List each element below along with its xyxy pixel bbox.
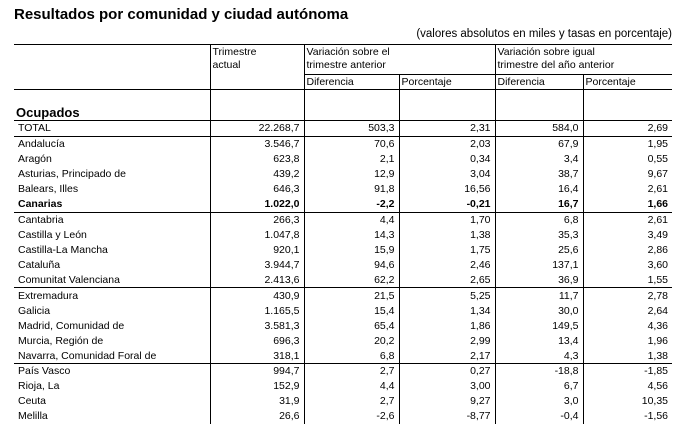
region-name: Extremadura bbox=[14, 288, 210, 303]
year-pct: 2,61 bbox=[583, 182, 672, 197]
current-value: 1.022,0 bbox=[210, 197, 304, 212]
current-value: 152,9 bbox=[210, 379, 304, 394]
results-table bbox=[14, 44, 672, 424]
table-row bbox=[14, 394, 672, 409]
total-row bbox=[14, 121, 672, 137]
year-diff: 30,0 bbox=[495, 303, 583, 318]
year-pct: 1,96 bbox=[583, 333, 672, 348]
year-pct: 2,61 bbox=[583, 212, 672, 227]
quarter-diff: 94,6 bbox=[304, 257, 399, 272]
quarter-pct: 2,31 bbox=[399, 121, 495, 137]
quarter-diff: 2,7 bbox=[304, 364, 399, 379]
table-row bbox=[14, 272, 672, 287]
table-row bbox=[14, 197, 672, 212]
region-name: Rioja, La bbox=[18, 380, 60, 393]
region-name: País Vasco bbox=[14, 364, 210, 379]
year-pct: -1,56 bbox=[583, 409, 672, 424]
region-name: Balears, Illes bbox=[18, 183, 79, 196]
table-row bbox=[14, 136, 672, 151]
region-name: Aragón bbox=[18, 153, 52, 166]
quarter-pct: 9,27 bbox=[399, 394, 495, 409]
table-row bbox=[14, 243, 672, 258]
quarter-pct: 2,46 bbox=[399, 257, 495, 272]
year-pct: 9,67 bbox=[583, 167, 672, 182]
year-diff: 36,9 bbox=[495, 272, 583, 287]
year-pct: 4,56 bbox=[583, 379, 672, 394]
year-pct: 2,69 bbox=[583, 121, 672, 137]
quarter-pct: 5,25 bbox=[399, 288, 495, 303]
year-diff: 4,3 bbox=[495, 348, 583, 363]
current-value: 696,3 bbox=[210, 333, 304, 348]
quarter-diff: 503,3 bbox=[304, 121, 399, 137]
region-name: Comunitat Valenciana bbox=[18, 273, 120, 286]
current-value: 2.413,6 bbox=[210, 272, 304, 287]
current-value: 1.165,5 bbox=[210, 303, 304, 318]
quarter-pct: -8,77 bbox=[399, 409, 495, 424]
year-diff: 149,5 bbox=[495, 318, 583, 333]
diff-header-2: Diferencia bbox=[495, 75, 583, 90]
quarter-pct: 1,34 bbox=[399, 303, 495, 318]
table-row bbox=[14, 379, 672, 394]
current-value: 22.268,7 bbox=[210, 121, 304, 137]
table-row bbox=[14, 228, 672, 243]
year-pct: 4,36 bbox=[583, 318, 672, 333]
quarter-pct: 3,00 bbox=[399, 379, 495, 394]
year-pct: 10,35 bbox=[583, 394, 672, 409]
region-name: Melilla bbox=[18, 410, 48, 423]
year-pct: 1,95 bbox=[583, 136, 672, 151]
quarter-pct: 2,17 bbox=[399, 348, 495, 363]
quarter-pct: -0,21 bbox=[399, 197, 495, 212]
table-row bbox=[14, 182, 672, 197]
quarter-diff: 91,8 bbox=[304, 182, 399, 197]
quarter-pct: 0,27 bbox=[399, 364, 495, 379]
region-name: Murcia, Región de bbox=[18, 334, 104, 347]
quarter-diff: 12,9 bbox=[304, 167, 399, 182]
quarter-diff: -2,2 bbox=[304, 197, 399, 212]
quarter-pct: 2,99 bbox=[399, 333, 495, 348]
table-row bbox=[14, 257, 672, 272]
quarter-pct: 16,56 bbox=[399, 182, 495, 197]
year-pct: 2,86 bbox=[583, 243, 672, 258]
current-value: 3.546,7 bbox=[210, 136, 304, 151]
quarter-diff: 15,4 bbox=[304, 303, 399, 318]
current-value: 439,2 bbox=[210, 167, 304, 182]
current-value: 430,9 bbox=[210, 288, 304, 303]
table-row bbox=[14, 409, 672, 424]
table-row bbox=[14, 318, 672, 333]
region-name: Madrid, Comunidad de bbox=[18, 319, 125, 332]
quarter-diff: 65,4 bbox=[304, 318, 399, 333]
table-row bbox=[14, 167, 672, 182]
quarter-pct: 2,03 bbox=[399, 136, 495, 151]
year-diff: 3,0 bbox=[495, 394, 583, 409]
quarter-pct: 2,65 bbox=[399, 272, 495, 287]
table-row bbox=[14, 212, 672, 227]
table-row bbox=[14, 303, 672, 318]
diff-header-1: Diferencia bbox=[304, 75, 399, 90]
year-diff: -18,8 bbox=[495, 364, 583, 379]
quarter-diff: 70,6 bbox=[304, 136, 399, 151]
pct-header-2: Porcentaje bbox=[583, 75, 672, 90]
current-value: 3.581,3 bbox=[210, 318, 304, 333]
quarter-diff: 21,5 bbox=[304, 288, 399, 303]
region-name: Asturias, Principado de bbox=[18, 168, 126, 181]
region-name: TOTAL bbox=[14, 121, 210, 137]
year-diff: 38,7 bbox=[495, 167, 583, 182]
prev-quarter-group-header: Variación sobre el trimestre anterior bbox=[304, 45, 495, 75]
current-value: 3.944,7 bbox=[210, 257, 304, 272]
year-pct: 3,60 bbox=[583, 257, 672, 272]
region-name: Navarra, Comunidad Foral de bbox=[18, 349, 157, 362]
current-value: 920,1 bbox=[210, 243, 304, 258]
year-diff: 137,1 bbox=[495, 257, 583, 272]
current-value: 646,3 bbox=[210, 182, 304, 197]
year-pct: 2,78 bbox=[583, 288, 672, 303]
units-note: (valores absolutos en miles y tasas en porcentaje) bbox=[416, 28, 672, 40]
table-row bbox=[14, 333, 672, 348]
year-diff: 16,7 bbox=[495, 197, 583, 212]
current-value: 26,6 bbox=[210, 409, 304, 424]
quarter-diff: 2,1 bbox=[304, 152, 399, 167]
table-row bbox=[14, 288, 672, 303]
year-pct: 2,64 bbox=[583, 303, 672, 318]
quarter-diff: 2,7 bbox=[304, 394, 399, 409]
current-value: 1.047,8 bbox=[210, 228, 304, 243]
quarter-diff: -2,6 bbox=[304, 409, 399, 424]
current-value: 266,3 bbox=[210, 212, 304, 227]
region-name: Andalucía bbox=[18, 138, 65, 151]
year-diff: 13,4 bbox=[495, 333, 583, 348]
region-name: Galicia bbox=[18, 304, 51, 317]
year-diff: -0,4 bbox=[495, 409, 583, 424]
quarter-diff: 20,2 bbox=[304, 333, 399, 348]
quarter-pct: 1,70 bbox=[399, 212, 495, 227]
quarter-pct: 0,34 bbox=[399, 152, 495, 167]
year-pct: 1,38 bbox=[583, 348, 672, 363]
quarter-diff: 4,4 bbox=[304, 379, 399, 394]
quarter-pct: 1,38 bbox=[399, 228, 495, 243]
region-name: Cataluña bbox=[18, 258, 61, 271]
current-value: 318,1 bbox=[210, 348, 304, 363]
region-header bbox=[14, 45, 210, 75]
year-diff: 16,4 bbox=[495, 182, 583, 197]
year-pct: 3,49 bbox=[583, 228, 672, 243]
year-pct: 1,66 bbox=[583, 197, 672, 212]
year-diff: 3,4 bbox=[495, 152, 583, 167]
year-diff: 6,8 bbox=[495, 212, 583, 227]
section-title: Ocupados bbox=[16, 105, 80, 120]
table-row bbox=[14, 348, 672, 363]
region-name: Canarias bbox=[18, 198, 63, 211]
year-pct: 1,55 bbox=[583, 272, 672, 287]
region-name: Cantabria bbox=[14, 212, 210, 227]
year-diff: 11,7 bbox=[495, 288, 583, 303]
current-value: 31,9 bbox=[210, 394, 304, 409]
current-quarter-header: Trimestre actual bbox=[210, 45, 304, 75]
page-title: Resultados por comunidad y ciudad autónoma bbox=[14, 6, 349, 23]
year-diff: 584,0 bbox=[495, 121, 583, 137]
year-diff: 35,3 bbox=[495, 228, 583, 243]
quarter-pct: 1,86 bbox=[399, 318, 495, 333]
region-name: Castilla y León bbox=[18, 229, 87, 242]
region-name: Ceuta bbox=[18, 395, 47, 408]
quarter-pct: 1,75 bbox=[399, 243, 495, 258]
year-diff: 6,7 bbox=[495, 379, 583, 394]
year-pct: 0,55 bbox=[583, 152, 672, 167]
year-pct: -1,85 bbox=[583, 364, 672, 379]
quarter-diff: 4,4 bbox=[304, 212, 399, 227]
current-value: 623,8 bbox=[210, 152, 304, 167]
region-name: Castilla-La Mancha bbox=[18, 243, 108, 256]
current-value: 994,7 bbox=[210, 364, 304, 379]
quarter-pct: 3,04 bbox=[399, 167, 495, 182]
quarter-diff: 6,8 bbox=[304, 348, 399, 363]
quarter-diff: 15,9 bbox=[304, 243, 399, 258]
year-diff: 25,6 bbox=[495, 243, 583, 258]
pct-header-1: Porcentaje bbox=[399, 75, 495, 90]
table-row bbox=[14, 152, 672, 167]
year-diff: 67,9 bbox=[495, 136, 583, 151]
table-row bbox=[14, 364, 672, 379]
quarter-diff: 62,2 bbox=[304, 272, 399, 287]
prev-year-group-header: Variación sobre igual trimestre del año anterior bbox=[495, 45, 672, 75]
quarter-diff: 14,3 bbox=[304, 228, 399, 243]
